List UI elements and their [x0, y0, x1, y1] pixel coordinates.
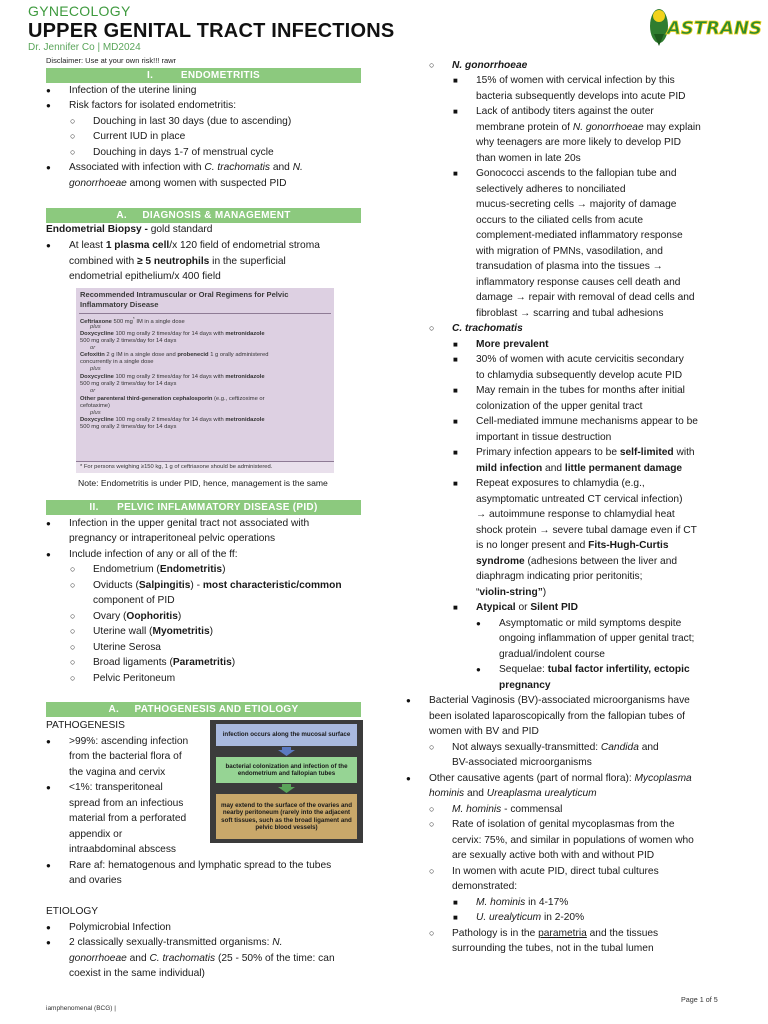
list-item-continued: damage → repair with removal of dead cells and: [476, 292, 695, 303]
regimen-line: Cefoxitin 2 g IM in a single dose and probenecid 1 g orally administered: [80, 352, 269, 358]
list-item: ● Other causative agents (part of normal flora): Mycoplasma: [429, 771, 692, 786]
pathogenesis-heading: PATHOGENESIS: [46, 720, 125, 731]
list-item-continued: shock protein → severe tubal damage even if CT: [476, 525, 697, 536]
list-item: ■ Gonococci ascends to the fallopian tube and: [476, 166, 677, 181]
regimen-line: Doxycycline 100 mg orally 2 times/day for 14 days with metronidazole: [80, 374, 265, 380]
list-item-continued: women with BV and PID: [429, 726, 539, 737]
disclaimer: Disclaimer: Use at your own risk!!! rawr: [46, 56, 177, 65]
list-item: ■ U. urealyticum in 2-20%: [476, 910, 584, 925]
list-item-continued: selectively adheres to nonciliated: [476, 184, 626, 195]
list-item: ● Polymicrobial Infection: [69, 920, 171, 935]
list-item-continued: transudation of plasma into the tissues →: [476, 261, 663, 272]
list-item-continued: hominis and Ureaplasma urealyticum: [429, 788, 597, 799]
list-item: ● Risk factors for isolated endometritis:: [69, 98, 236, 113]
list-item-continued: bacteria subsequently develops into acute PID: [476, 91, 686, 102]
list-item: ○ M. hominis - commensal: [452, 802, 562, 817]
list-item-continued: important in tissue destruction: [476, 432, 612, 443]
regimen-line: Ceftriaxone 500 mg* IM in a single dose: [80, 317, 185, 325]
list-item-continued: component of PID: [93, 595, 175, 606]
list-item: ■ Primary infection appears to be self-limited with: [476, 445, 695, 460]
subject-label: GYNECOLOGY: [28, 3, 131, 19]
list-item-continued: the vagina and cervix: [69, 767, 166, 778]
regimen-line: 500 mg orally 2 times/day for 14 days: [80, 381, 177, 387]
page-number: Page 1 of 5: [681, 995, 718, 1004]
list-item-continued: demonstrated:: [452, 881, 518, 892]
list-item-continued: gonorrhoeae among women with suspected PID: [69, 178, 287, 189]
list-item-continued: fibroblast → scarring and tubal adhesions: [476, 308, 664, 319]
list-item-continued: appendix or: [69, 829, 123, 840]
page-title: UPPER GENITAL TRACT INFECTIONS: [28, 20, 395, 42]
regimen-connector: or: [90, 345, 96, 351]
list-item: ■ Lack of antibody titers against the outer: [476, 104, 654, 119]
list-item: ● Include infection of any or all of the ff:: [69, 547, 238, 562]
list-item-continued: combined with ≥ 5 neutrophils in the superficial: [69, 256, 286, 267]
list-item: ○ Douching in days 1-7 of menstrual cycle: [93, 145, 274, 160]
list-item-continued: endometrial epithelium/x 400 field: [69, 271, 221, 282]
list-item: ■ Atypical or Silent PID: [476, 600, 578, 615]
list-item-continued: pregnancy or intraperitoneal pelvic operations: [69, 533, 276, 544]
list-item-continued: asymptomatic untreated CT cervical infection): [476, 494, 683, 505]
list-item-continued: to chlamydia subsequently develop acute PID: [476, 370, 683, 381]
list-item: ○ Douching in last 30 days (due to ascending): [93, 114, 291, 129]
list-item: ■ 30% of women with acute cervicitis secondary: [476, 352, 684, 367]
list-item: ○ Uterine wall (Myometritis): [93, 624, 213, 639]
list-item: ● Associated with infection with C. trachomatis and N.: [69, 160, 303, 175]
list-item-continued: is no longer present and Fits-Hugh-Curtis: [476, 540, 669, 551]
pathogenesis-flowchart: [210, 720, 363, 843]
list-item-continued: diaphragm indicating prior peritonitis;: [476, 571, 643, 582]
organism-heading-ct: ○ C. trachomatis: [452, 321, 523, 336]
list-item: ○ Pathology is in the parametria and the tissues: [452, 926, 658, 941]
list-item: ○ Not always sexually-transmitted: Candida and: [452, 740, 659, 755]
list-item-continued: “violin-string”): [476, 587, 547, 598]
list-item-continued: are sexually active both with and without PID: [452, 850, 655, 861]
list-item: ■ 15% of women with cervical infection by this: [476, 73, 675, 88]
list-item: ■ Cell-mediated immune mechanisms appear to be: [476, 414, 698, 429]
list-item: ● Sequelae: tubal factor infertility, ectopic: [499, 662, 690, 677]
list-item: ○ Current IUD in place: [93, 129, 185, 144]
regimen-line: Doxycycline 100 mg orally 2 times/day for 14 days with metronidazole: [80, 331, 265, 337]
list-item-continued: occurs to the ciliated cells from acute: [476, 215, 644, 226]
list-item: ● Infection of the uterine lining: [69, 83, 196, 98]
list-item: ● At least 1 plasma cell/x 120 field of endometrial stroma: [69, 238, 320, 253]
list-item: ● Rare af: hematogenous and lymphatic spread to the tubes: [69, 858, 331, 873]
footer-credit: iamphenomenal (BCG) |: [46, 1005, 116, 1012]
list-item-continued: with migration of PMNs, vasodilation, and: [476, 246, 663, 257]
list-item-continued: complement-mediated inflammatory response: [476, 230, 683, 241]
list-item: ○ Pelvic Peritoneum: [93, 671, 175, 686]
list-item-continued: spread from an infectious: [69, 798, 184, 809]
regimen-connector: or: [90, 388, 96, 394]
list-item: ● Asymptomatic or mild symptoms despite: [499, 616, 681, 631]
list-item-continued: membrane protein of N. gonorrhoeae may explain: [476, 122, 701, 133]
list-item-continued: and ovaries: [69, 875, 122, 886]
regimen-connector: plus: [90, 366, 101, 372]
list-item: ● 2 classically sexually-transmitted organisms: N.: [69, 935, 282, 950]
biopsy-line: Endometrial Biopsy - gold standard: [46, 224, 213, 235]
author-line: Dr. Jennifer Co | MD2024: [28, 42, 141, 53]
list-item-continued: surrounding the tubes, not in the tubal lumen: [452, 943, 654, 954]
regimen-table-title: Recommended Intramuscular or Oral Regimens for Pelvic Inflammatory Disease: [79, 290, 331, 314]
list-item-continued: syndrome (adhesions between the liver and: [476, 556, 678, 567]
list-item-continued: pregnancy: [499, 680, 551, 691]
list-item-continued: cervix: 75%, and similar in populations of women who: [452, 835, 694, 846]
regimen-line: concurrently in a single dose: [80, 359, 154, 365]
regimen-line: 500 mg orally 2 times/day for 14 days: [80, 424, 177, 430]
regimen-connector: plus: [90, 410, 101, 416]
regimen-line: Doxycycline 100 mg orally 2 times/day for 14 days with metronidazole: [80, 417, 265, 423]
list-item: ○ Endometrium (Endometritis): [93, 562, 225, 577]
list-item: ○ In women with acute PID, direct tubal cultures: [452, 864, 659, 879]
list-item: ■ More prevalent: [476, 337, 548, 352]
regimen-table: [76, 288, 334, 473]
list-item: ● Bacterial Vaginosis (BV)-associated microorganisms have: [429, 693, 690, 708]
flow-step-2: bacterial colonization and infection of the endometrium and fallopian tubes: [216, 757, 357, 783]
list-item: ○ Broad ligaments (Parametritis): [93, 655, 235, 670]
list-item-continued: coexist in the same individual): [69, 968, 205, 979]
section-diagnosis-bar: A. DIAGNOSIS & MANAGEMENT: [46, 208, 361, 223]
flow-step-1: infection occurs along the mucosal surface: [216, 724, 357, 746]
list-item: ○ Rate of isolation of genital mycoplasmas from the: [452, 817, 675, 832]
logo-text: ASTRANS: [667, 18, 762, 39]
list-item-continued: gonorrhoeae and C. trachomatis (25 - 50% of the time: can: [69, 953, 335, 964]
list-item-continued: mild infection and little permanent damage: [476, 463, 683, 474]
arrow-down-icon: [278, 784, 295, 793]
flow-step-3: may extend to the surface of the ovaries and nearby peritoneum (rarely into the adjacent soft tissues, such as the broad ligament and pelvic blood vessels): [216, 794, 357, 839]
regimen-line: cefotaxime): [80, 403, 110, 409]
list-item-continued: mucus-secreting cells → majority of damage: [476, 199, 677, 210]
list-item-continued: been isolated laparoscopically from the fallopian tubes of: [429, 711, 685, 722]
list-item-continued: BV-associated microorganisms: [452, 757, 592, 768]
list-item-continued: ongoing inflammation of upper genital tract;: [499, 633, 695, 644]
list-item-continued: inflammatory response causes cell death and: [476, 277, 681, 288]
section-pid-bar: II. PELVIC INFLAMMATORY DISEASE (PID): [46, 500, 361, 515]
list-item-continued: colonization of the upper genital tract: [476, 401, 643, 412]
list-item: ■ M. hominis in 4-17%: [476, 895, 568, 910]
endometritis-note: Note: Endometritis is under PID, hence, management is the same: [78, 478, 328, 488]
regimen-connector: plus: [90, 324, 101, 330]
list-item: ● <1%: transperitoneal: [69, 780, 163, 795]
list-item: ■ May remain in the tubes for months after initial: [476, 383, 685, 398]
regimen-footnote: * For persons weighing ≥150 kg, 1 g of ceftriaxone should be administered.: [76, 461, 334, 473]
list-item: ○ Oviducts (Salpingitis) - most characteristic/common: [93, 578, 342, 593]
list-item-continued: material from a perforated: [69, 813, 187, 824]
list-item-continued: from the bacterial flora of: [69, 751, 182, 762]
arrow-down-icon: [278, 747, 295, 756]
organism-heading-ng: ○ N. gonorrhoeae: [452, 58, 527, 73]
etiology-heading: ETIOLOGY: [46, 906, 99, 917]
list-item-continued: intraabdominal abscess: [69, 844, 177, 855]
list-item-continued: gradual/indolent course: [499, 649, 605, 660]
section-endometritis-bar: I. ENDOMETRITIS: [46, 68, 361, 83]
list-item-continued: than women in late 20s: [476, 153, 581, 164]
regimen-line: Other parenteral third-generation cephalosporin (e.g., ceftizoxime or: [80, 396, 265, 402]
list-item: ● Infection in the upper genital tract not associated with: [69, 516, 309, 531]
list-item: ■ Repeat exposures to chlamydia (e.g.,: [476, 476, 645, 491]
list-item: ○ Uterine Serosa: [93, 640, 161, 655]
list-item: ● >99%: ascending infection: [69, 734, 188, 749]
regimen-line: 500 mg orally 2 times/day for 14 days: [80, 338, 177, 344]
list-item: ○ Ovary (Oophoritis): [93, 609, 181, 624]
astrans-logo: [645, 4, 762, 48]
list-item-continued: → autoimmune response to chlamydial heat: [476, 509, 675, 520]
list-item-continued: why teenagers are more likely to develop PID: [476, 137, 681, 148]
section-pathogenesis-bar: A. PATHOGENESIS AND ETIOLOGY: [46, 702, 361, 717]
